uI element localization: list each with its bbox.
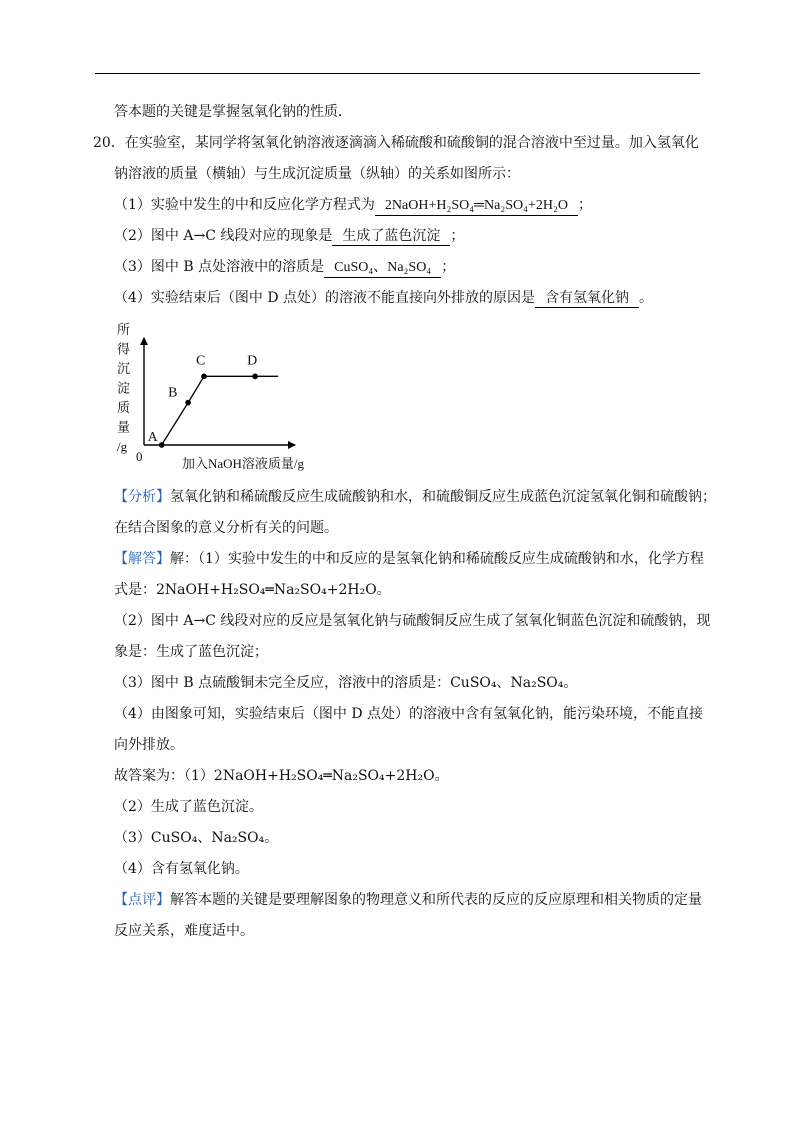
comment-tag: 【点评】 — [114, 892, 170, 908]
data-point-d — [252, 374, 258, 380]
analysis-line-1: 【分析】氢氧化钠和稀硫酸反应生成硫酸钠和水，和硫酸铜反应生成蓝色沉淀氢氧化铜和硫酸钠； — [114, 489, 716, 505]
y-axis-label-char: /g — [117, 439, 128, 454]
subquestion-2: （2）图中 A→C 线段对应的现象是 生成了蓝色沉淀 ； — [114, 228, 465, 244]
header-rule — [95, 73, 700, 74]
y-axis-label-char: 得 — [117, 341, 131, 357]
solution-line-5: （3）图中 B 点硫酸铜未完全反应，溶液中的溶质是：CuSO₄、Na₂SO₄。 — [114, 675, 578, 691]
y-axis-label-char: 沉 — [117, 361, 131, 376]
analysis-line-2: 在结合图象的意义分析有关的问题。 — [114, 520, 338, 536]
answer-1-blank: 2NaOH+H₂SO₄═Na₂SO₄+2H₂O — [375, 197, 578, 216]
subquestion-3: （3）图中 B 点处溶液中的溶质是 CuSO₄、Na₂SO₄ ； — [114, 257, 455, 278]
point-label-d: D — [247, 353, 258, 369]
precipitate-chart — [110, 318, 340, 478]
solution-line-6: （4）由图象可知，实验结束后（图中 D 点处）的溶液中含有氢氧化钠，能污染环境，不能直接 — [114, 706, 704, 722]
answer-2-blank: 生成了蓝色沉淀 — [332, 227, 450, 246]
question-text-line-1 — [93, 133, 699, 153]
solution-line-1: 【解答】解：（1）实验中发生的中和反应的是氢氧化钠和稀硫酸反应生成硫酸钠和水，化学方程 — [114, 551, 704, 567]
y-axis-label-char: 所 — [117, 322, 131, 337]
solution-line-4: 象是：生成了蓝色沉淀； — [114, 644, 268, 660]
comment-line-2: 反应关系，难度适中。 — [114, 923, 254, 939]
solution-line-2: 式是：2NaOH+H₂SO₄═Na₂SO₄+2H₂O。 — [114, 582, 391, 598]
data-point-b — [185, 400, 191, 406]
data-point-c — [201, 374, 207, 380]
solution-line-3: （2）图中 A→C 线段对应的反应是氢氧化钠与硫酸铜反应生成了氢氧化铜蓝色沉淀和硫酸钠，现 — [114, 613, 711, 629]
answer-summary-4: （4）含有氢氧化钠。 — [114, 861, 249, 877]
point-label-c: C — [196, 353, 206, 369]
origin-label: 0 — [136, 449, 143, 464]
y-axis-label-char: 淀 — [117, 380, 131, 396]
solution-tag: 【解答】 — [114, 551, 170, 567]
subquestion-1: （1）实验中发生的中和反应化学方程式为 2NaOH+H₂SO₄═Na₂SO₄+2H₂O ； — [114, 195, 592, 216]
question-number: 20． — [93, 135, 125, 151]
x-axis-label: 加入NaOH溶液质量/g — [182, 456, 305, 471]
answer-3-blank: CuSO₄、Na₂SO₄ — [324, 259, 441, 278]
analysis-tag: 【分析】 — [114, 489, 170, 505]
point-label-a: A — [147, 430, 158, 445]
intro-line: 答本题的关键是掌握氢氧化钠的性质． — [114, 104, 352, 120]
solution-line-7: 向外排放。 — [114, 737, 184, 753]
question-text: 在实验室，某同学将氢氧化钠溶液逐滴滴入稀硫酸和硫酸铜的混合溶液中至过量。加入氢氧化 — [124, 135, 699, 151]
y-axis-label — [117, 322, 130, 454]
answer-4-blank: 含有氢氧化钠 — [535, 289, 639, 308]
comment-line-1: 【点评】解答本题的关键是要理解图象的物理意义和所代表的反应的反应原理和相关物质的定量 — [114, 892, 702, 908]
answer-summary-2: （2）生成了蓝色沉淀。 — [114, 799, 263, 815]
point-label-b: B — [168, 385, 178, 401]
series-line — [162, 376, 279, 445]
subquestion-4: （4）实验结束后（图中 D 点处）的溶液不能直接向外排放的原因是 含有氢氧化钠 。 — [114, 290, 654, 306]
answer-summary-3: （3）CuSO₄、Na₂SO₄。 — [114, 830, 279, 846]
y-axis-label-char: 质 — [117, 400, 131, 415]
data-point-a — [159, 442, 165, 448]
answer-summary-1: 故答案为：（1）2NaOH+H₂SO₄═Na₂SO₄+2H₂O。 — [114, 768, 449, 784]
y-axis-label-char: 量 — [117, 419, 131, 435]
question-text-line-2: 钠溶液的质量（横轴）与生成沉淀质量（纵轴）的关系如图所示： — [114, 166, 520, 182]
